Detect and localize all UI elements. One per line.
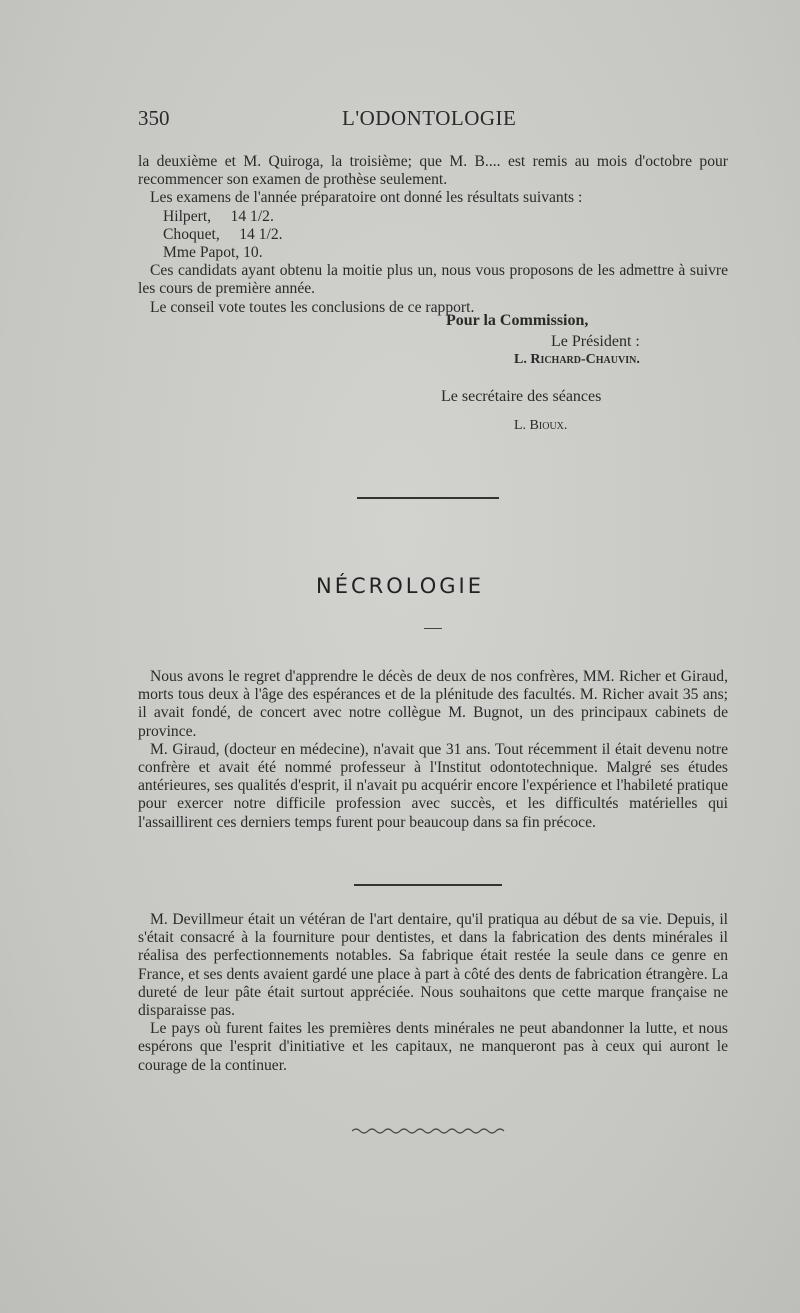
signature-president-title: Le Président : bbox=[551, 333, 640, 350]
necrology-paragraph: Le pays où furent faites les premières dents minérales ne peut abandonner la lutte, et nous espérons que l'esprit d'initiative et les capitaux, ne manqueront pas à ceux qui auront le courage de la continuer. bbox=[138, 1020, 728, 1074]
signature-secretary-name: L. Bioux. bbox=[514, 418, 568, 433]
report-line-1: la deuxième et M. Quiroga, la troisième; que M. B.... est remis au mois d'octobre pour recommencer son examen de prothèse seulement. bbox=[138, 153, 728, 189]
necrology-text bbox=[138, 668, 728, 832]
journal-title: L'ODONTOLOGIE bbox=[342, 106, 517, 130]
results-list bbox=[138, 208, 728, 263]
signature-secretary-title: Le secrétaire des séances bbox=[441, 388, 602, 405]
result-item: Choquet, 14 1/2. bbox=[163, 225, 283, 243]
report-proposal: Ces candidats ayant obtenu la moitie plus un, nous vous proposons de les admettre à suivre les cours de première année. bbox=[138, 262, 728, 298]
page-number: 350 bbox=[138, 106, 170, 130]
title-dash bbox=[424, 628, 442, 629]
report-text bbox=[138, 153, 728, 317]
report-vote: Le conseil vote toutes les conclusions de ce rapport. bbox=[150, 298, 475, 316]
necrology-paragraph: M. Devillmeur était un vétéran de l'art dentaire, qu'il pratiqua au début de sa vie. Depuis, il s'était consacré à la fourniture pour dentistes, et dans la fabrication des dents minérales il réalisa des perfectionnements notables. Sa fabrique était restée la seule dans ce genre en France, et ses dents avaient gardé une place à part à côté des dents de fabrication étrangère. La dureté de leur pâte était surtout appréciée. Nous souhaitons que cette marque française ne disparaisse pas. bbox=[138, 911, 728, 1020]
running-header bbox=[138, 106, 728, 136]
necrology-text-continued bbox=[138, 911, 728, 1075]
paragraph-divider bbox=[354, 884, 502, 886]
necrology-paragraph: M. Giraud, (docteur en médecine), n'avait que 31 ans. Tout récemment il était devenu notre confrère et avait été nommé professeur à l'Institut odontotechnique. Malgré ses études antérieures, ses qualités d'esprit, il n'avait pu acquérir encore l'expérience et l'habileté pratique pour exercer notre difficile profession avec succès, et les difficultés matérielles qui l'assaillirent ces derniers temps furent pour beaucoup dans sa fin précoce. bbox=[138, 740, 728, 831]
section-divider bbox=[357, 497, 499, 499]
necrology-paragraph: Nous avons le regret d'apprendre le décès de deux de nos confrères, MM. Richer et Giraud, morts tous deux à l'âge des espérances et de la plénitude des facultés. M. Richer avait 35 ans; il avait fondé, de concert avec notre collègue M. Bugnot, un des principaux cabinets de province. bbox=[138, 668, 728, 740]
section-title: NÉCROLOGIE bbox=[316, 574, 484, 598]
signature-president-name: L. Richard-Chauvin. bbox=[514, 352, 640, 367]
signature-commission: Pour la Commission, bbox=[446, 312, 589, 329]
end-ornament bbox=[352, 1126, 510, 1136]
report-line-2: Les examens de l'année préparatoire ont donné les résultats suivants : bbox=[150, 189, 583, 207]
result-item: Mme Papot, 10. bbox=[163, 244, 263, 262]
result-item: Hilpert, 14 1/2. bbox=[163, 207, 274, 225]
